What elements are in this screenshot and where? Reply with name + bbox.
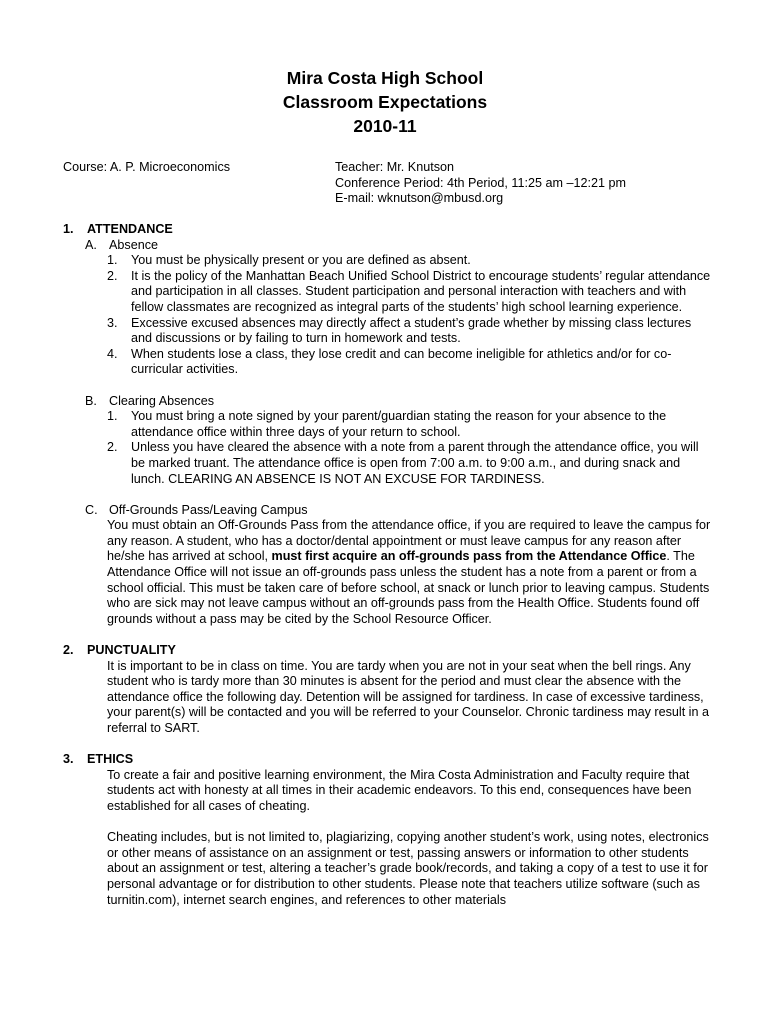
list-item: 2. It is the policy of the Manhattan Beach Unified School District to encourage students’ regular attendance and participation in all classes. Student participation and personal interaction with teachers and with fellow classmates are recognized as integral parts of the students’ high school learning experience. — [107, 268, 711, 314]
section-title: ETHICS — [87, 752, 134, 767]
course-label: Course: A. P. Microeconomics — [63, 160, 231, 174]
title-line-school: Mira Costa High School — [286, 68, 484, 88]
section-number: 3. — [63, 752, 74, 767]
list-item: 2. Unless you have cleared the absence with a note from a parent through the attendance office, you will be marked truant. The attendance office is open from 7:00 a.m. to 9:00 a.m., and during snack and lunch. CLEARING AN ABSENCE IS NOT AN EXCUSE FOR TARDINESS. — [107, 440, 699, 486]
title-line-year: 2010-11 — [353, 116, 417, 136]
section-punctuality — [63, 643, 713, 752]
document-title — [0, 66, 770, 138]
subsection-title: Off-Grounds Pass/Leaving Campus — [109, 502, 308, 517]
section-number: 1. — [63, 222, 74, 236]
paragraph: You must obtain an Off-Grounds Pass from the attendance office, if you are required to leave the campus for any reason. A student, who has a doctor/dental appointment or must leave campus for any reason after he/she has arrived at school, must first acquire an off-grounds pass from the Attendance Office. The Attendance Office will not issue an off-grounds pass unless the student has a note from a parent or from a school official. This must be taken care of before school, at snack or lunch prior to leaving campus. Students who are sick may not leave campus without an off-grounds pass from the Health Office. Students found off grounds without a pass may be cited by the School Resource Officer. — [107, 518, 711, 626]
list-item: 3. Excessive excused absences may directly affect a student’s grade whether by missing class lectures and discussions or by failing to turn in homework and tests. — [107, 315, 692, 346]
list-item: 1. You must be physically present or you are defined as absent. — [107, 253, 471, 268]
subsection-title: Clearing Absences — [109, 393, 215, 408]
paragraph: It is important to be in class on time. You are tardy when you are not in your seat when the bell rings. Any student who is tardy more than 30 minutes is absent for the period and must clear the absence with the attendance office the following day. Detention will be assigned for tardiness. In case of excessive tardiness, your parent(s) will be contacted and you will be referred to your Counselor. Chronic tardiness may result in a referral to SART. — [107, 658, 709, 735]
subsection-absence — [85, 238, 713, 254]
subsection-clearing-absences — [85, 394, 713, 410]
subsection-off-grounds-pass — [85, 503, 713, 519]
document-body — [63, 222, 713, 908]
conference-period: Conference Period: 4th Period, 11:25 am –12:21 pm — [335, 175, 627, 190]
title-line-expectations: Classroom Expectations — [282, 92, 488, 112]
section-title: ATTENDANCE — [87, 222, 173, 236]
list-item: 1. You must bring a note signed by your parent/guardian stating the reason for your absence to the attendance office within three days of your return to school. — [107, 409, 667, 439]
teacher-info — [335, 160, 626, 207]
section-attendance — [63, 222, 713, 643]
teacher-name: Teacher: Mr. Knutson — [335, 160, 455, 174]
list-item: 4. When students lose a class, they lose credit and can become ineligible for athletics and/or for co-curricular activities. — [107, 346, 672, 377]
subsection-label: C. — [85, 502, 98, 517]
subsection-title: Absence — [109, 237, 159, 252]
section-title: PUNCTUALITY — [87, 643, 176, 658]
section-ethics — [63, 752, 713, 908]
subsection-label: A. — [85, 237, 97, 252]
bold-emphasis: must first acquire an off-grounds pass from the Attendance Office — [271, 549, 667, 564]
teacher-email: E-mail: wknutson@mbusd.org — [335, 191, 504, 206]
paragraph: To create a fair and positive learning environment, the Mira Costa Administration and Faculty require that students act with honesty at all times in their academic endeavors. To this end, consequences have been established for all cases of cheating. — [107, 767, 692, 813]
course-info — [63, 160, 230, 176]
subsection-label: B. — [85, 393, 97, 408]
paragraph: Cheating includes, but is not limited to, plagiarizing, copying another student’s work, using notes, electronics or other means of assistance on an assignment or test, passing answers or information to other students about an assignment or test, altering a teacher’s grade book/records, and taking a copy of a test to use it for personal advantage or for distribution to other students. Please note that teachers utilize software (such as turnitin.com), internet search engines, and references to other materials — [107, 830, 709, 907]
section-number: 2. — [63, 643, 74, 658]
